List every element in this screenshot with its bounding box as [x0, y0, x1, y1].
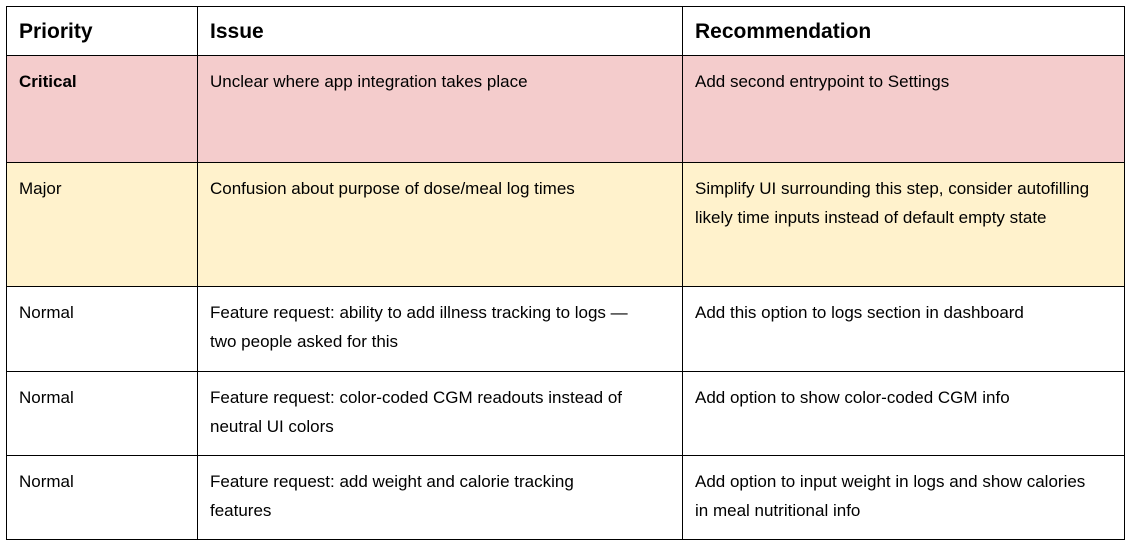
priority-cell — [7, 287, 198, 372]
recommendation-text: Simplify UI surrounding this step, consider autofilling likely time inputs instead of default empty state — [695, 179, 1090, 227]
priority-cell — [7, 456, 198, 540]
table-row — [7, 163, 1125, 287]
recommendation-cell — [683, 372, 1125, 456]
issue-cell — [198, 456, 683, 540]
priority-cell — [7, 163, 198, 287]
recommendation-cell — [683, 163, 1125, 287]
column-header-recommendation: Recommendation — [683, 7, 1125, 56]
table-header-row — [7, 7, 1125, 56]
column-header-issue: Issue — [198, 7, 683, 56]
recommendation-text: Add option to show color-coded CGM info — [695, 388, 1010, 407]
recommendation-text: Add option to input weight in logs and show calories in meal nutritional info — [695, 472, 1086, 520]
issue-text: Feature request: color-coded CGM readouts instead of neutral UI colors — [210, 388, 622, 436]
issue-cell — [198, 287, 683, 372]
priority-label: Normal — [19, 388, 74, 407]
priority-issues-table — [6, 6, 1125, 540]
table-row — [7, 456, 1125, 540]
priority-label: Critical — [19, 72, 77, 91]
priority-cell — [7, 372, 198, 456]
priority-cell — [7, 56, 198, 163]
recommendation-text: Add second entrypoint to Settings — [695, 72, 950, 91]
table-row — [7, 56, 1125, 163]
priority-label: Normal — [19, 472, 74, 491]
priority-label: Normal — [19, 303, 74, 322]
issue-text: Feature request: ability to add illness tracking to logs — two people asked for this — [210, 303, 628, 351]
issue-text: Feature request: add weight and calorie tracking features — [210, 472, 574, 520]
recommendation-cell — [683, 456, 1125, 540]
recommendation-text: Add this option to logs section in dashboard — [695, 303, 1024, 322]
issue-cell — [198, 163, 683, 287]
issue-cell — [198, 56, 683, 163]
issue-cell — [198, 372, 683, 456]
issue-text: Confusion about purpose of dose/meal log times — [210, 179, 575, 198]
column-header-priority: Priority — [7, 7, 198, 56]
recommendation-cell — [683, 287, 1125, 372]
table-row — [7, 287, 1125, 372]
recommendation-cell — [683, 56, 1125, 163]
priority-label: Major — [19, 179, 62, 198]
table-row — [7, 372, 1125, 456]
issue-text: Unclear where app integration takes place — [210, 72, 528, 91]
